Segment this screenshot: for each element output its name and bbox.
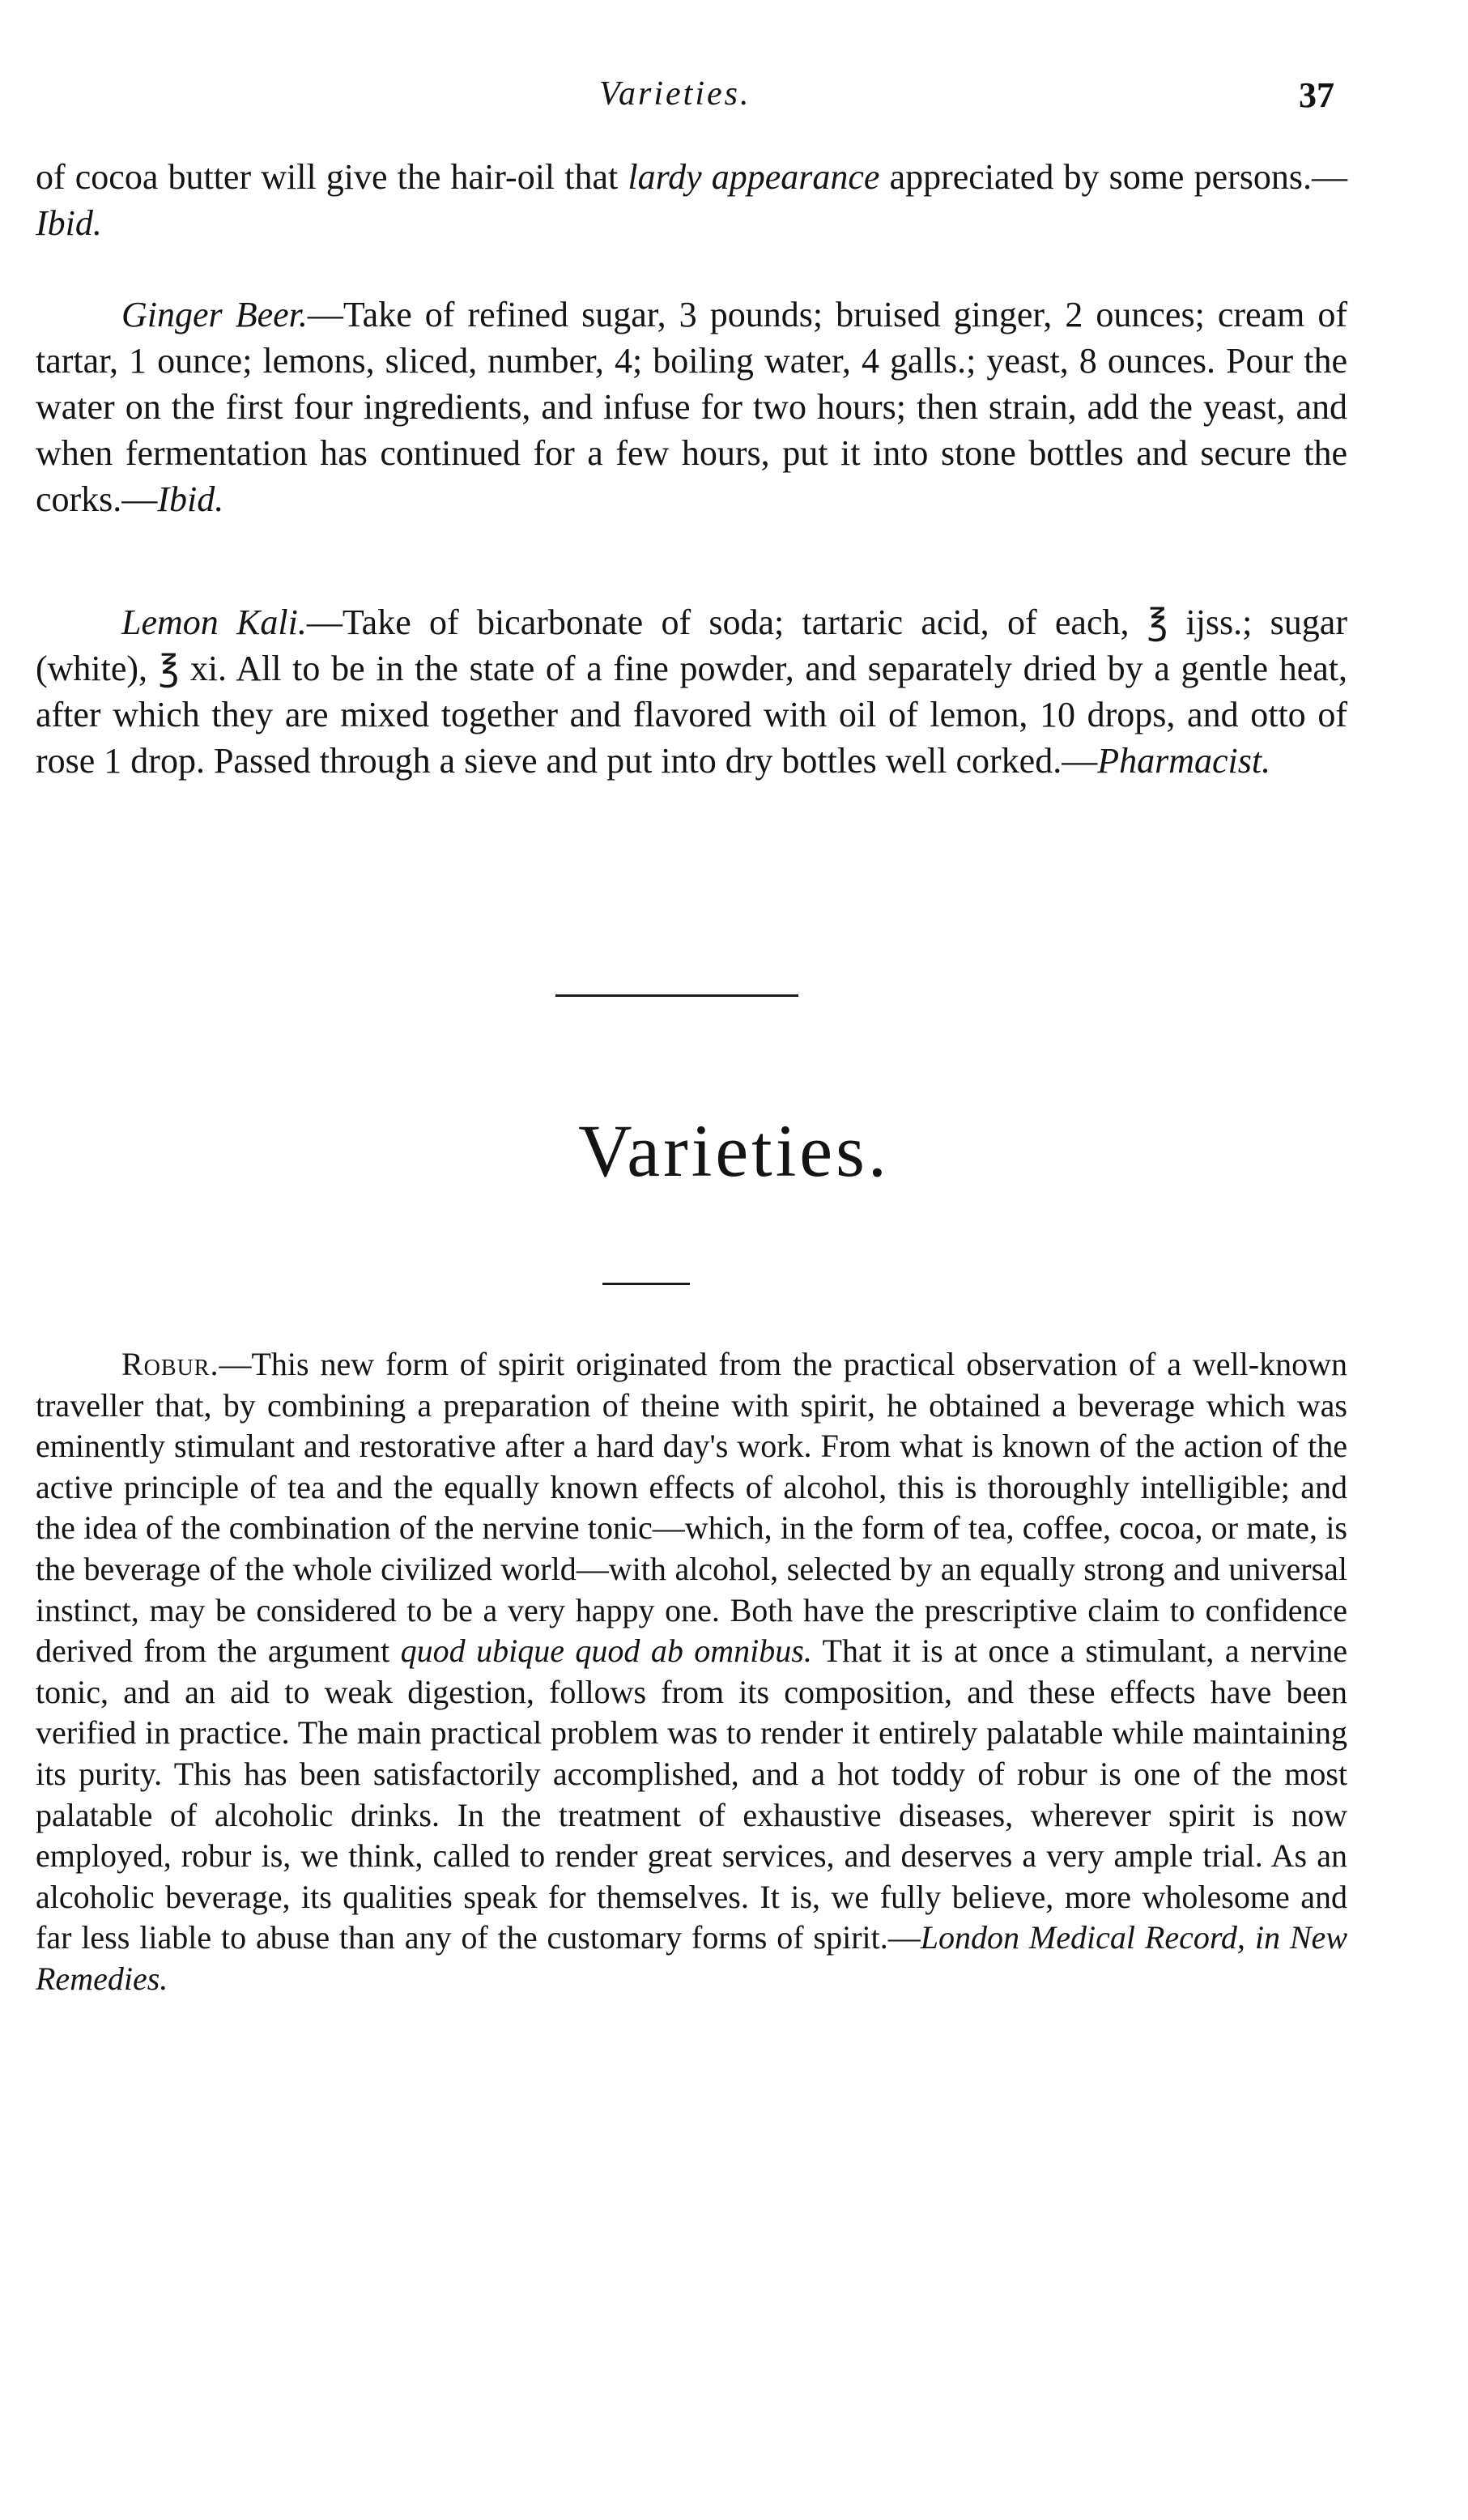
article-body: —This new form of spirit originated from the practical observation of a well-known traveller that, by combining a preparation of theine with spirit, he obtained a beverage which was eminently stimulant and restorative after a hard day's work. From what is known of the action of the active principle of tea and the equally known effects of alcohol, this is thoroughly intelligible; and the idea of the combination of the nervine tonic—which, in the form of tea, coffee, cocoa, or mate, is the beverage of the whole civilized world—with alcohol, selected by an equally strong and universal instinct, may be considered to be a very happy one. Both have the prescriptive claim to confidence derived from the argument [36, 1346, 1347, 1670]
recipe-title: Lemon Kali. [121, 602, 307, 642]
recipe-body: —Take of bicarbonate of soda; tartaric acid, of each, ℥ ijss.; sugar (white), ℥ xi. All to be in the state of a fine powder, and separately dried by a gentle heat, after which they are mixed together and flavored with oil of lemon, 10 drops, and otto of rose 1 drop. Passed through a sieve and put into dry bottles well corked.— [36, 602, 1347, 781]
source-citation: London Medical Record, in New Remedies. [36, 1919, 1347, 1997]
article-body: That it is at once a stimulant, a nervine tonic, and an aid to weak digestion, follows from its composition, and these effects have been verified in practice. The main practical problem was to render it entirely palatable while maintaining its purity. This has been satisfactorily accomplished, and a hot toddy of robur is one of the most palatable of alcoholic drinks. In the treatment of exhaustive diseases, wherever spirit is now employed, robur is, we think, called to render great services, and deserves a very ample trial. As an alcoholic beverage, its qualities speak for themselves. It is, we fully believe, more wholesome and far less liable to abuse than any of the customary forms of spirit.— [36, 1632, 1347, 1956]
emphasis-text: lardy appearance [628, 157, 880, 197]
recipe-title: Ginger Beer. [121, 295, 308, 334]
paragraph-cocoa-butter [36, 154, 1347, 246]
source-citation: Pharmacist. [1097, 741, 1271, 781]
running-title: Varieties. [599, 75, 751, 113]
running-head [0, 74, 1468, 123]
paragraph-lemon-kali [36, 599, 1347, 784]
paragraph-ginger-beer [36, 292, 1347, 522]
article-lead: Robur. [121, 1346, 219, 1382]
source-citation: Ibid. [36, 203, 102, 243]
recipe-body: —Take of refined sugar, 3 pounds; bruised ginger, 2 ounces; cream of tartar, 1 ounce; lemons, sliced, number, 4; boiling water, 4 galls.; yeast, 8 ounces. Pour the water on the first four ingredients, and infuse for two hours; then strain, add the yeast, and when fermentation has continued for a few hours, put it into stone bottles and secure the corks.— [36, 295, 1347, 519]
latin-phrase: quod ubique quod ab omnibus. [400, 1632, 812, 1670]
section-heading: Varieties. [578, 1109, 890, 1192]
page-number: 37 [1299, 75, 1334, 115]
paragraph-robur [36, 1344, 1347, 2000]
section-divider-bottom [602, 1283, 690, 1285]
source-citation: Ibid. [157, 479, 224, 519]
paragraph-text: of cocoa butter will give the hair-oil that [36, 157, 628, 197]
section-divider-top [555, 994, 798, 997]
paragraph-text: appreciated by some persons.— [879, 157, 1347, 197]
